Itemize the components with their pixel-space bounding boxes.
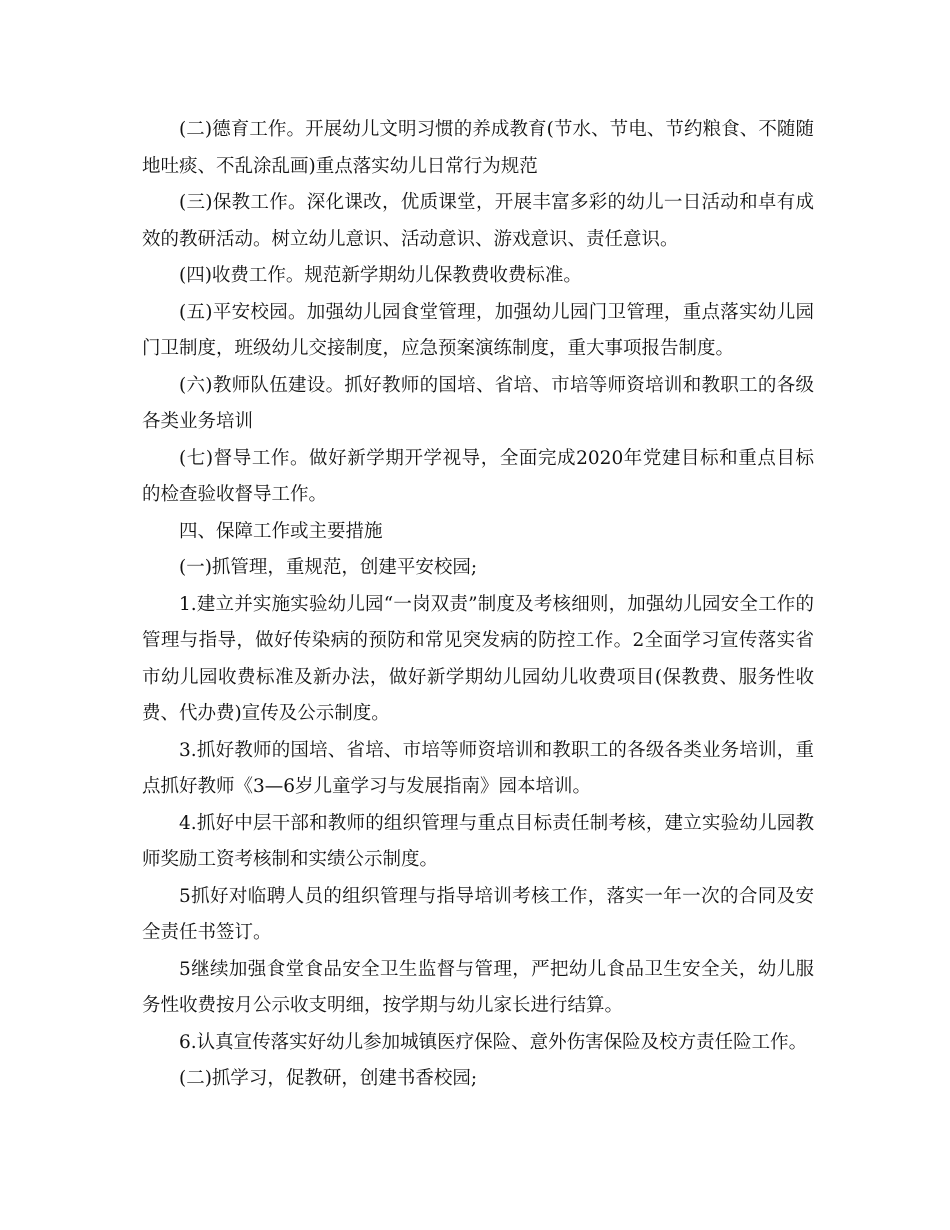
paragraph-fee-work: (四)收费工作。规范新学期幼儿保教费收费标准。 [179,265,582,286]
paragraph-safe-campus: (五)平安校园。加强幼儿园食堂管理，加强幼儿园门卫管理，重点落实幼儿园门卫制度，班级幼儿交接制度，应急预案演练制度，重大事项报告制度。 [142,301,814,359]
paragraph-teacher-team: (六)教师队伍建设。抓好教师的国培、省培、市培等师资培训和教职工的各级各类业务培训 [142,374,814,432]
document-body [142,112,814,1098]
subheading-study: (二)抓学习，促教研，创建书香校园; [179,1068,478,1089]
paragraph-moral-education: (二)德育工作。开展幼儿文明习惯的养成教育(节水、节电、节约粮食、不随随地吐痰、不乱涂乱画)重点落实幼儿日常行为规范 [142,119,814,177]
list-item-1: 1.建立并实施实验幼儿园“一岗双责”制度及考核细则，加强幼儿园安全工作的管理与指导，做好传染病的预防和常见突发病的防控工作。2全面学习宣传落实省市幼儿园收费标准及新办法，做好新学期幼儿园幼儿收费项目(保教费、服务性收费、代办费)宣传及公示制度。 [142,593,814,724]
list-item-5a: 5抓好对临聘人员的组织管理与指导培训考核工作，落实一年一次的合同及安全责任书签订。 [142,885,814,943]
paragraph-supervision: (七)督导工作。做好新学期开学视导，全面完成2020年党建目标和重点目标的检查验收督导工作。 [142,447,814,505]
list-item-6: 6.认真宣传落实好幼儿参加城镇医疗保险、意外伤害保险及校方责任险工作。 [179,1031,808,1053]
list-item-4: 4.抓好中层干部和教师的组织管理与重点目标责任制考核，建立实验幼儿园教师奖励工资考核制和实绩公示制度。 [142,812,814,870]
paragraph-teaching-work: (三)保教工作。深化课改，优质课堂，开展丰富多彩的幼儿一日活动和卓有成效的教研活动。树立幼儿意识、活动意识、游戏意识、责任意识。 [142,192,814,250]
section-heading-measures: 四、保障工作或主要措施 [179,520,383,542]
list-item-3: 3.抓好教师的国培、省培、市培等师资培训和教职工的各级各类业务培训，重点抓好教师《3—6岁儿童学习与发展指南》园本培训。 [142,739,814,797]
list-item-5b: 5继续加强食堂食品安全卫生监督与管理，严把幼儿食品卫生安全关，幼儿服务性收费按月公示收支明细，按学期与幼儿家长进行结算。 [142,958,814,1016]
subheading-management: (一)抓管理，重规范，创建平安校园; [179,557,478,578]
